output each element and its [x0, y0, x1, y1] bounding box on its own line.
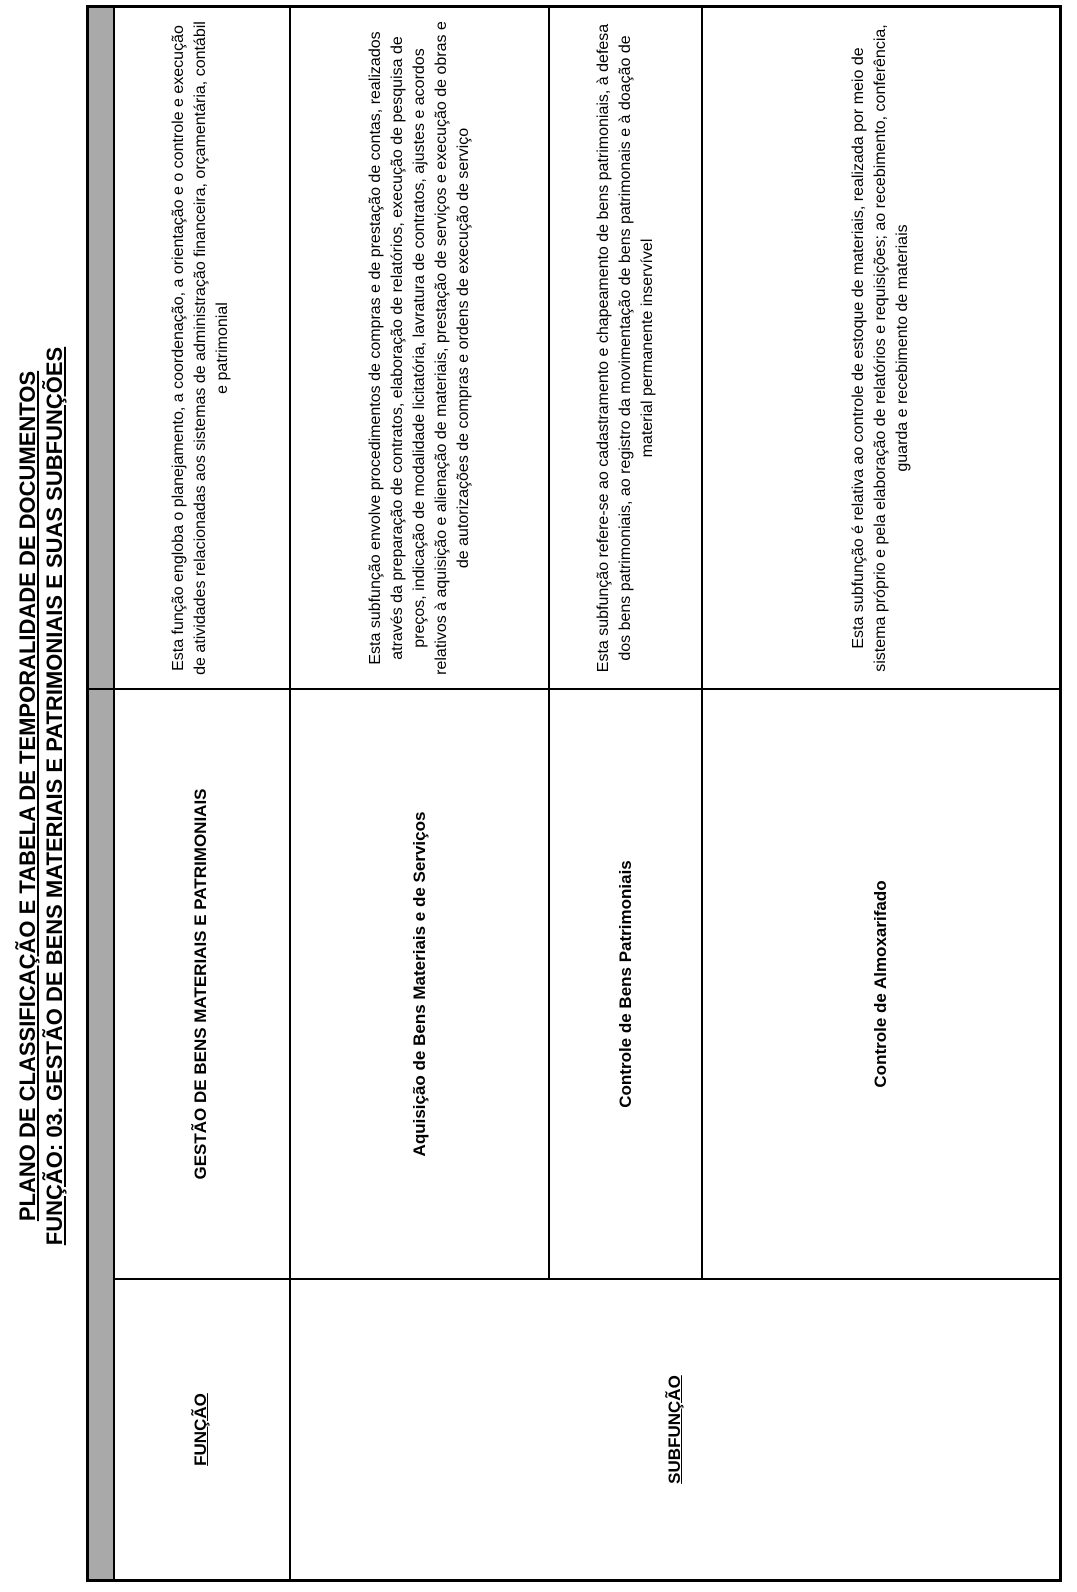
- funcao-description: Esta função engloba o planejamento, a coordenação, a orientação e o controle e execução de atividades relacionadas aos sistemas de administração financeira, orçamentária, contábil e patrimonial: [170, 21, 231, 675]
- subfuncao-description: Esta subfunção envolve procedimentos de compras e de prestação de contas, realizados através da preparação de contratos, elaboração de relatórios, execução de pesquisa de preços, indicação de modalidade licitatória, lavratura de contratos, ajustes e acordos relativos à aquisição e alienação de materiais, prestação de serviços e execução de obras e de autorizações de compras e ordens de execução de serviço: [366, 21, 472, 675]
- subfuncao-name-cell: [550, 690, 701, 1278]
- subfuncao-name-cell: [703, 690, 1059, 1278]
- subfuncao-label: SUBFUNÇÃO: [665, 1375, 684, 1484]
- document-title: PLANO DE CLASSIFICAÇÃO E TABELA DE TEMPORALIDADE DE DOCUMENTOS: [15, 370, 40, 1222]
- funcao-name-cell: [113, 690, 289, 1278]
- subfuncao-description-cell: [703, 8, 1059, 688]
- subfuncao-description-cell: [291, 8, 548, 688]
- subfuncao-description: Esta subfunção refere-se ao cadastramento e chapeamento de bens patrimoniais, à defesa dos bens patrimoniais, ao registro da movimentação de bens patrimonais e à doação de material permanente inservível: [594, 23, 656, 673]
- classification-table: [86, 5, 1062, 1582]
- subfuncao-label-cell: [291, 1280, 1059, 1579]
- funcao-description-cell: [113, 8, 289, 688]
- funcao-label: FUNÇÃO: [191, 1393, 210, 1466]
- subfuncao-description: Esta subfunção é relativa ao controle de estoque de materiais, realizada por meio de sistema próprio e pela elaboração de relatórios e requisições; ao recebimento, conferência, guarda e recebimento de materiais: [850, 24, 911, 672]
- subfuncao-name: Aquisição de Bens Materiais e de Serviços: [409, 811, 429, 1157]
- subfuncao-description-cell: [550, 8, 701, 688]
- document-subtitle: FUNÇÃO: 03. GESTÃO DE BENS MATERIAIS E PATRIMONIAIS E SUAS SUBFUNÇÕES: [42, 346, 67, 1246]
- subfuncao-name: Controle de Almoxarifado: [871, 880, 890, 1088]
- funcao-label-cell: [113, 1280, 289, 1579]
- subfuncao-name: Controle de Bens Patrimoniais: [615, 860, 635, 1108]
- document-header: [14, 0, 68, 1592]
- table-header-band: [89, 8, 115, 1579]
- funcao-name: GESTÃO DE BENS MATERIAIS E PATRIMONIAIS: [191, 788, 210, 1180]
- subfuncao-name-cell: [291, 690, 548, 1278]
